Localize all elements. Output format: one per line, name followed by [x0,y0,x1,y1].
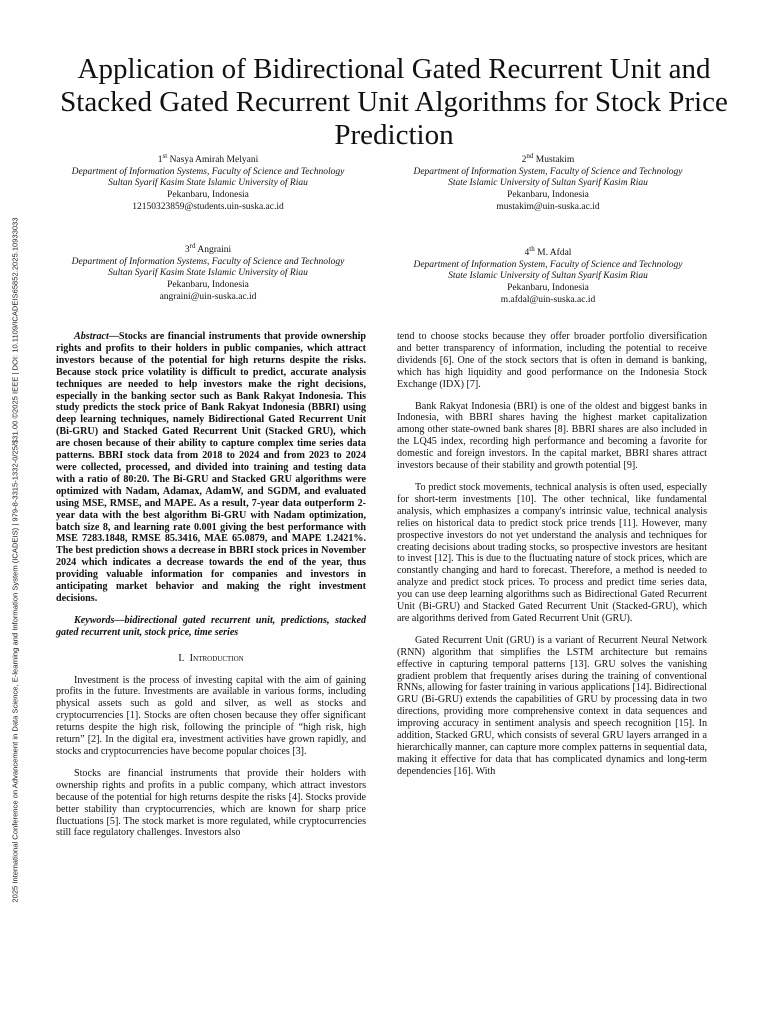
section-number: I. [178,652,185,664]
abstract-lead: Abstract [74,331,109,342]
author-university: Sultan Syarif Kasim State Islamic University of Riau [108,268,308,279]
author-email[interactable]: 12150323859@students.uin-suska.ac.id [132,201,284,212]
author-name: 4th M. Afdal [524,245,572,259]
side-copyright-note [8,150,22,970]
paragraph: tend to choose stocks because they offer broader portfolio diversification and better transparency of information, including the potential to receive dividends [6]. One of the stock sectors that is often in demand is banking, which has high liquidity and good performance on the Indonesia Stock Exchange (IDX) [7]. [397,331,707,390]
author-email[interactable]: angraini@uin-suska.ac.id [159,291,257,302]
author-name: 1st Nasya Amirah Melyani [157,152,259,166]
author-name: 2nd Mustakim [521,152,575,166]
section-heading-introduction [56,653,366,665]
paragraph: Bank Rakyat Indonesia (BRI) is one of the oldest and biggest banks in Indonesia, with BBRI shares having the highest market capitalization among other state-owned bank shares [8]. BBRI shares are also included in the LQ45 index, recording high performance and becoming a favorite for domestic and foreign investors. In the capital market, BBRI shares attract investors because of their stability and growth potential [9]. [397,400,707,472]
paragraph: Investment is the process of investing capital with the aim of gaining profits in the future. Investments are available in various forms, including physical assets such as gold and silver, as well as stocks and cryptocurrencies [1]. Stocks are often chosen because they offer significant returns despite the high risk, following the principle of “high risk, high return” [2]. In the digital era, investment activities have grown rapidly, and stocks and cryptocurrencies have become popular choices [3]. [56,674,366,757]
author-department: Department of Information Systems, Faculty of Science and Technology [71,166,345,177]
paragraph: Stocks are financial instruments that provide their holders with ownership rights and profits in a public company, which attract investors because of the potential for high returns despite the risks [4]. Stocks provide better stability than cryptocurrencies, which are known for sharp price fluctuations [5]. The stock market is more regulated, while cryptocurrencies still face regulatory challenges. Investors also [56,767,366,839]
abstract [56,331,366,605]
paragraph: Gated Recurrent Unit (GRU) is a variant of Recurrent Neural Network (RNN) algorithm that simplifies the LSTM architecture but remains effective in capturing temporal patterns [13]. GRU solves the vanishing gradient problem that frequently arises during the training of conventional RNNs, allowing for faster training in various applications [14]. Bidirectional GRU (Bi-GRU) extends the capabilities of GRU by processing data in two directions, providing more comprehensive context in data sequences and improving accuracy in sentiment analysis and speech recognition [15]. In addition, Stacked GRU, which consists of several GRU layers arranged in a hierarchically manner, can capture more complex patterns in sequential data, making it effective for data that has complicated dynamics and long-term dependencies [16]. With [397,634,707,777]
section-title: Introduction [189,652,244,664]
left-column [56,331,366,849]
author-city: Pekanbaru, Indonesia [507,189,589,200]
author-name: 3rd Angraini [184,242,232,256]
author-block-4 [398,244,698,306]
author-city: Pekanbaru, Indonesia [167,189,249,200]
abstract-text: —Stocks are financial instruments that provide ownership rights and profits to their holders in public companies, which attract investors because of the potential for high returns despite the risks. Because stock price volatility is difficult to predict, accurate analysis techniques are needed to help investors make the right decisions, especially in the banking sector such as Bank Rakyat Indonesia. This study predicts the stock price of Bank Rakyat Indonesia (BBRI) using deep learning techniques, namely Bidirectional Gated Recurrent Unit (Bi-GRU) and Stacked Gated Recurrent Unit (Stacked GRU), which are chosen because of their ability to capture complex time series data patterns. BBRI stock data from 2018 to 2024 and from 2023 to 2024 were collected, processed, and divided into training and testing data with a ratio of 80:20. The Bi-GRU and Stacked GRU algorithms were optimized with Nadam, Adamax, AdamW, and SGDM, and evaluated using MSE, RMSE, and MAPE. As a result, 7-year data outperform 2-year data with the best algorithm Bi-GRU with Nadam optimization, batch size 8, and learning rate 0.001 giving the best performance with MSE 7283.1848, RMSE 85.3416, MAE 65.0879, and MAPE 1.2421%. The best prediction shows a decrease in BBRI stock prices in November 2024 which indicates a decrease towards the end of the year, thus providing valuable information for companies and investors in anticipating market behavior and making the right investment decisions. [56,331,366,604]
author-city: Pekanbaru, Indonesia [167,279,249,290]
right-column [397,331,707,788]
author-university: State Islamic University of Sultan Syarif Kasim Riau [448,271,648,282]
keywords: Keywords—bidirectional gated recurrent unit, predictions, stacked gated recurrent unit, stock price, time series [56,614,366,638]
author-block-1 [58,151,358,213]
side-note-text: 2025 International Conference on Advancement in Data Science, E-learning and Information System (ICADEIS) | 979-8-3315-1332-0/25/$31.00 ©2025 IEEE | DOI: 10.1109/ICADEIS65852.2025.10933033 [10,217,20,903]
author-email[interactable]: m.afdal@uin-suska.ac.id [500,294,596,305]
paper-title: Application of Bidirectional Gated Recurrent Unit and Stacked Gated Recurrent Unit Algorithms for Stock Price Prediction [60,53,728,152]
author-university: State Islamic University of Sultan Syarif Kasim Riau [448,178,648,189]
author-email[interactable]: mustakim@uin-suska.ac.id [496,201,600,212]
author-block-3 [58,241,358,303]
author-department: Department of Information Systems, Faculty of Science and Technology [71,256,345,267]
author-university: Sultan Syarif Kasim State Islamic University of Riau [108,178,308,189]
author-department: Department of Information System, Faculty of Science and Technology [413,166,683,177]
paragraph: To predict stock movements, technical analysis is often used, especially for short-term investments [10]. The other technical, like fundamental analysis, which emphasizes a company's intrinsic value, technical analysis relies on historical data to predict stock price trends [11]. However, many prospective investors do not yet understand the analysis and techniques for creating decisions about trading stocks, so prospective investors are hesitant to invest [12]. This is due to the fluctuating nature of stock prices, which are constantly changing and hard to forecast. Therefore, a method is needed to analyze and predict stock prices. To process and predict time series data, you can use deep learning algorithms such as Bidirectional Gated Recurrent Unit (Bi-GRU) and Stacked Gated Recurrent Unit (Stacked-GRU), which are algorithms derived from Gated Recurrent Unit (GRU). [397,481,707,624]
author-city: Pekanbaru, Indonesia [507,282,589,293]
author-department: Department of Information System, Faculty of Science and Technology [413,259,683,270]
author-block-2 [398,151,698,213]
